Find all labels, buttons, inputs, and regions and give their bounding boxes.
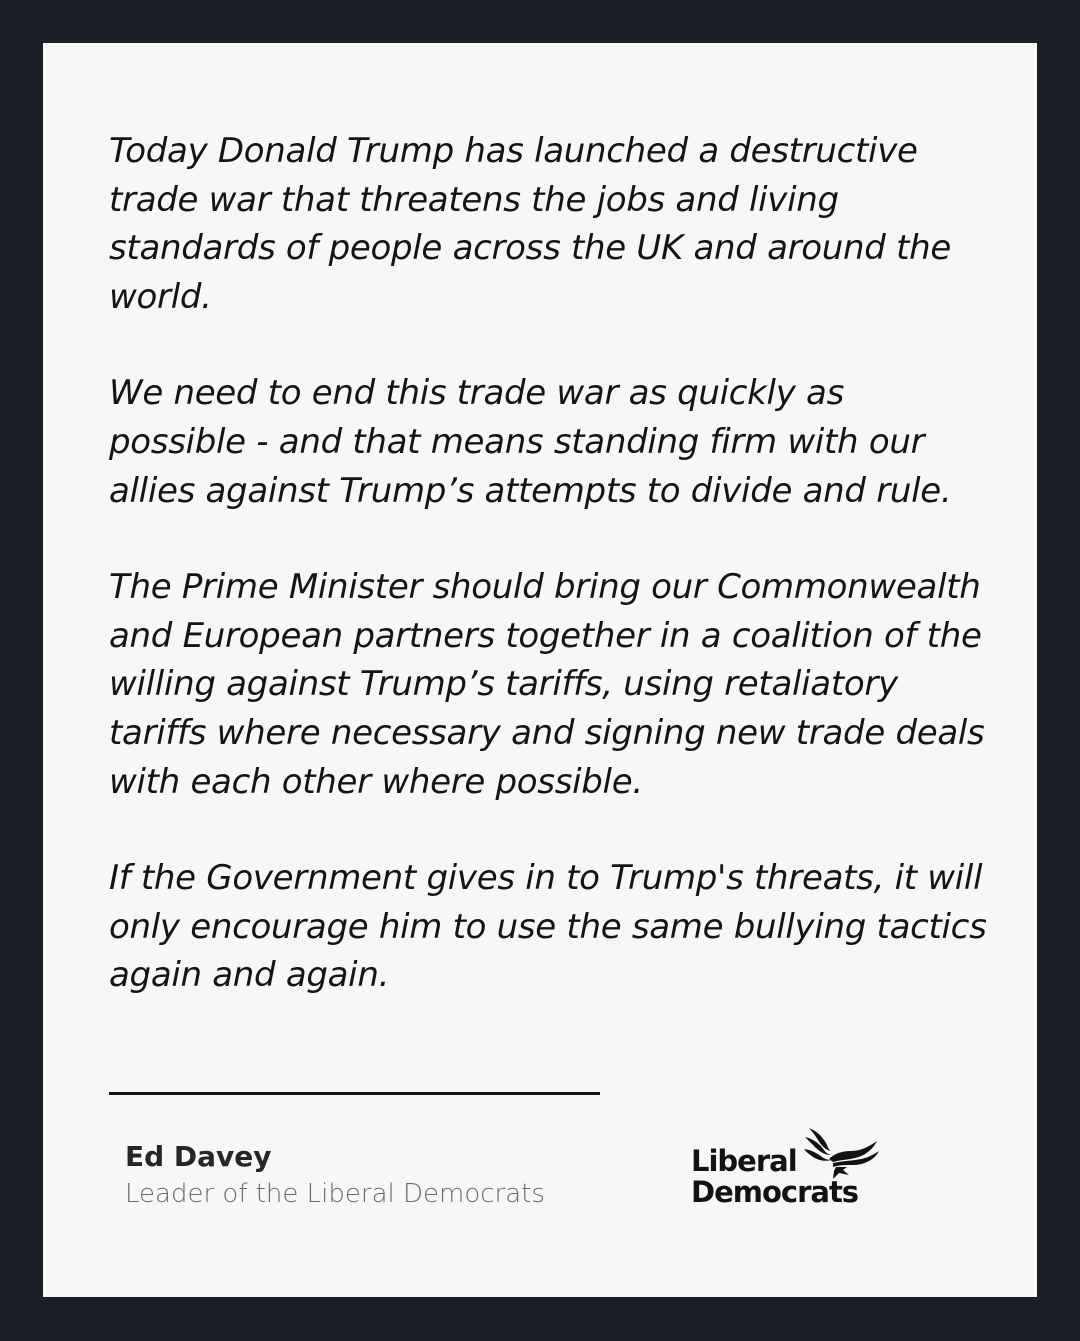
liberal-democrats-bird-icon (803, 1123, 881, 1183)
signatory-role: Leader of the Liberal Democrats (125, 1179, 545, 1209)
logo-line-democrats: Democrats (691, 1175, 859, 1209)
statement-paragraph-3: The Prime Minister should bring our Commonwealth and European partners together in a coalition of the willing against Trump’s tariffs, using retaliatory tariffs where necessary and signing new trade deals with each other where possible. (109, 567, 985, 802)
signature-divider (109, 1092, 600, 1095)
statement-paragraph-2: We need to end this trade war as quickly as possible - and that means standing firm with our allies against Trump’s attempts to divide and rule. (109, 373, 952, 511)
statement-paragraph-4: If the Government gives in to Trump's threats, it will only encourage him to use the same bullying tactics again and again. (109, 858, 987, 996)
logo-line-liberal: Liberal (691, 1144, 797, 1178)
signatory-name: Ed Davey (125, 1140, 272, 1173)
statement-paragraph-1: Today Donald Trump has launched a destructive trade war that threatens the jobs and living standards of people across the UK and around the world. (109, 131, 951, 317)
statement-card (43, 43, 1037, 1297)
statement-body (109, 127, 989, 1048)
liberal-democrats-logo (691, 1123, 891, 1213)
signatory-block (125, 1138, 545, 1212)
